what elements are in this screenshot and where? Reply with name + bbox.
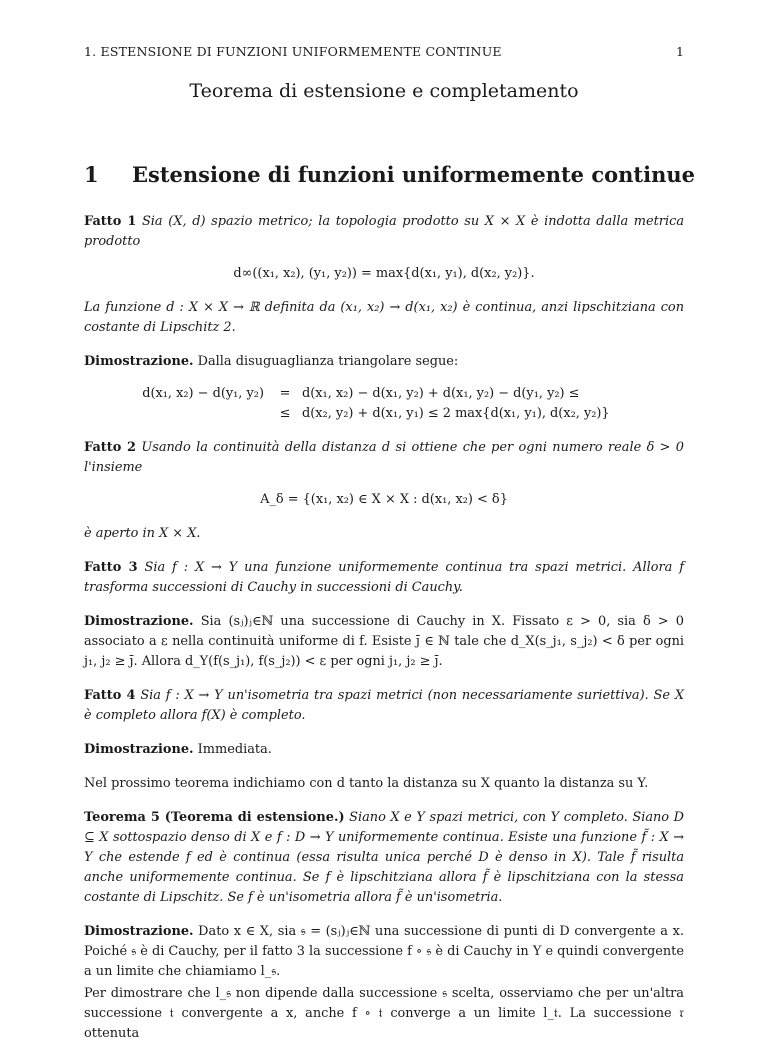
section-title: Estensione di funzioni uniformemente continue — [132, 162, 695, 187]
fatto-2-text2: è aperto in X × X. — [84, 526, 201, 541]
dim-5 — [84, 922, 684, 982]
equation-lhs: d(x₁, x₂) − d(y₁, y₂) — [142, 386, 264, 401]
fatto-3-label: Fatto 3 — [84, 560, 138, 575]
dim-1 — [84, 352, 684, 372]
dim-3-text: Sia (sⱼ)ⱼ∈ℕ una successione di Cauchy in X. Fissato ε > 0, sia δ > 0 associato a ε nella continuità uniforme di f. Esiste j̄ ∈ ℕ tale che d_X(s_j₁, s_j₂) < δ per ogni j₁, j₂ ≥ j̄. Allora d_Y(f(s_j₁), f(s_j₂)) < ε per ogni j₁, j₂ ≥ j̄. — [84, 614, 684, 669]
fatto-1-formula: d∞((x₁, x₂), (y₁, y₂)) = max{d(x₁, y₁), d(x₂, y₂)}. — [233, 266, 535, 281]
equation-relation: ≤ — [279, 406, 291, 421]
dim-4 — [84, 740, 684, 760]
fatto-4 — [84, 686, 684, 726]
dim-1-label: Dimostrazione. — [84, 354, 194, 369]
equation-row — [84, 384, 684, 404]
fatto-2-label: Fatto 2 — [84, 440, 136, 455]
running-head — [84, 44, 684, 59]
section-number: 1 — [84, 162, 99, 187]
fatto-1-text: Sia (X, d) spazio metrico; la topologia prodotto su X × X è indotta dalla metrica prodotto — [84, 214, 684, 249]
fatto-2-formula: A_δ = {(x₁, x₂) ∈ X × X : d(x₁, x₂) < δ} — [260, 492, 508, 507]
equation-relation: = — [279, 386, 291, 401]
dim-5-text: Dato x ∈ X, sia 𝔰 = (sⱼ)ⱼ∈ℕ una successione di punti di D convergente a x. Poiché 𝔰 è di Cauchy, per il fatto 3 la successione f ∘ 𝔰 è di Cauchy in Y e quindi convergente a un limite che chiamiamo l_𝔰. — [84, 924, 684, 979]
dim-4-label: Dimostrazione. — [84, 742, 194, 757]
page-number: 1 — [676, 44, 684, 59]
fatto-1-text2: La funzione d : X × X → ℝ definita da (x₁, x₂) → d(x₁, x₂) è continua, anzi lipschitziana con costante di Lipschitz 2. — [84, 300, 684, 335]
dim-3 — [84, 612, 684, 672]
dim-1-equation — [84, 384, 684, 424]
dim-5-text2: Per dimostrare che l_𝔰 non dipende dalla successione 𝔰 scelta, osserviamo che per un'altra successione 𝔱 convergente a x, anche f ∘ 𝔱 converge a un limite l_𝔱. La successione 𝔯 ottenuta — [84, 986, 684, 1041]
fatto-3-text: Sia f : X → Y una funzione uniformemente continua tra spazi metrici. Allora f trasforma successioni di Cauchy in successioni di Cauchy. — [84, 560, 684, 595]
teorema-5 — [84, 808, 684, 908]
document-title: Teorema di estensione e completamento — [189, 80, 579, 102]
fatto-4-text: Sia f : X → Y un'isometria tra spazi metrici (non necessariamente suriettiva). Se X è completo allora f(X) è completo. — [84, 688, 684, 723]
equation-rhs: d(x₂, y₂) + d(x₁, y₁) ≤ 2 max{d(x₁, y₁), d(x₂, y₂)} — [302, 406, 610, 421]
dim-3-label: Dimostrazione. — [84, 614, 194, 629]
body-text — [84, 212, 684, 1058]
fatto-3 — [84, 558, 684, 598]
fatto-1 — [84, 212, 684, 252]
dim-4-text: Immediata. — [197, 742, 272, 757]
equation-lhs — [84, 404, 274, 424]
fatto-1-label: Fatto 1 — [84, 214, 137, 229]
teorema-5-label: Teorema 5 (Teorema di estensione.) — [84, 810, 345, 825]
fatto-4-label: Fatto 4 — [84, 688, 136, 703]
running-head-title: 1. ESTENSIONE DI FUNZIONI UNIFORMEMENTE CONTINUE — [84, 44, 502, 59]
equation-rhs: d(x₁, x₂) − d(x₁, y₂) + d(x₁, y₂) − d(y₁, y₂) ≤ — [302, 386, 580, 401]
section-heading — [84, 162, 695, 187]
equation-row — [84, 404, 684, 424]
note-paragraph: Nel prossimo teorema indichiamo con d tanto la distanza su X quanto la distanza su Y. — [84, 776, 649, 791]
teorema-5-text: Siano X e Y spazi metrici, con Y completo. Siano D ⊆ X sottospazio denso di X e f : D → Y uniformemente continua. Esiste una funzione f̃ : X → Y che estende f ed è continua (essa risulta unica perché D è denso in X). Tale f̃ risulta anche uniformemente continua. Se f è lipschitziana allora f̃ è lipschitziana con la stessa costante di Lipschitz. Se f è un'isometria allora f̃ è un'isometria. — [84, 810, 684, 905]
dim-5-label: Dimostrazione. — [84, 924, 194, 939]
dim-1-text: Dalla disuguaglianza triangolare segue: — [197, 354, 459, 369]
fatto-2-text: Usando la continuità della distanza d si ottiene che per ogni numero reale δ > 0 l'insieme — [84, 440, 684, 475]
fatto-2 — [84, 438, 684, 478]
